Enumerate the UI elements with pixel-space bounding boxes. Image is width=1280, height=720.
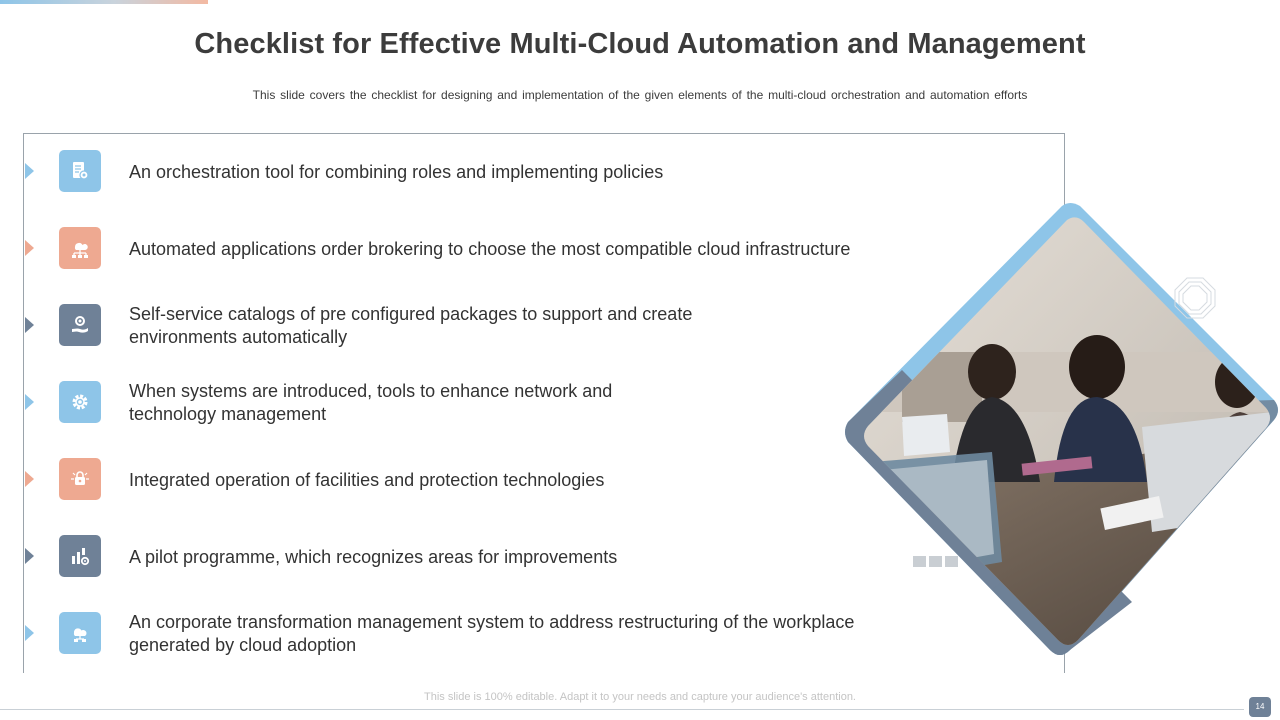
hand-gear-icon [59, 304, 101, 346]
slide-title: Checklist for Effective Multi-Cloud Automation and Management [194, 28, 1086, 60]
checklist-item [23, 143, 903, 203]
item-line-1: A pilot programme, which recognizes areas for improvements [129, 547, 618, 567]
item-line-1: Integrated operation of facilities and protection technologies [129, 470, 605, 490]
checklist-item [23, 220, 903, 280]
checklist-item [23, 528, 903, 588]
item-line-2: generated by cloud adoption [129, 635, 357, 655]
dot [929, 556, 942, 567]
checklist-item [23, 451, 903, 511]
checklist-item-text [129, 303, 899, 349]
cloud-network-icon [59, 227, 101, 269]
page-number-badge: 14 [1249, 697, 1271, 717]
arrow-marker [25, 471, 34, 487]
arrow-marker [25, 625, 34, 641]
item-line-2: environments automatically [129, 327, 348, 347]
item-line-2: technology management [129, 404, 327, 424]
item-line-1: Automated applications order brokering to choose the most compatible cloud infrastructure [129, 239, 851, 259]
checklist-item-text [129, 161, 899, 184]
item-line-1: An orchestration tool for combining roles and implementing policies [129, 162, 664, 182]
footer-note: This slide is 100% editable. Adapt it to your needs and capture your audience's attention. [424, 691, 856, 703]
cloud-hierarchy-icon [59, 612, 101, 654]
slide-subtitle: This slide covers the checklist for designing and implementation of the given elements of the multi-cloud orchestration and automation efforts [252, 88, 1028, 102]
gear-icon [59, 381, 101, 423]
shield-lock-icon [59, 458, 101, 500]
arrow-marker [25, 394, 34, 410]
analytics-gear-icon [59, 535, 101, 577]
decorative-dots [913, 556, 958, 567]
dot [913, 556, 926, 567]
checklist-item-text [129, 469, 899, 492]
checklist-item-text [129, 546, 899, 569]
item-line-1: When systems are introduced, tools to enhance network and [129, 381, 613, 401]
checklist-item-text [129, 380, 899, 426]
arrow-marker [25, 317, 34, 333]
item-line-1: Self-service catalogs of pre configured packages to support and create [129, 304, 693, 324]
checklist-item [23, 297, 903, 357]
arrow-marker [25, 163, 34, 179]
checklist-item [23, 374, 903, 434]
item-line-1: An corporate transformation management system to address restructuring of the workplace [129, 612, 855, 632]
meeting-photo [842, 202, 1280, 660]
top-accent-bar [0, 0, 208, 4]
bottom-divider [0, 709, 1244, 710]
arrow-marker [25, 548, 34, 564]
arrow-marker [25, 240, 34, 256]
checklist-item [23, 605, 903, 665]
checklist-item-text [129, 238, 899, 261]
dot [945, 556, 958, 567]
document-gear-icon [59, 150, 101, 192]
checklist-item-text [129, 611, 899, 657]
